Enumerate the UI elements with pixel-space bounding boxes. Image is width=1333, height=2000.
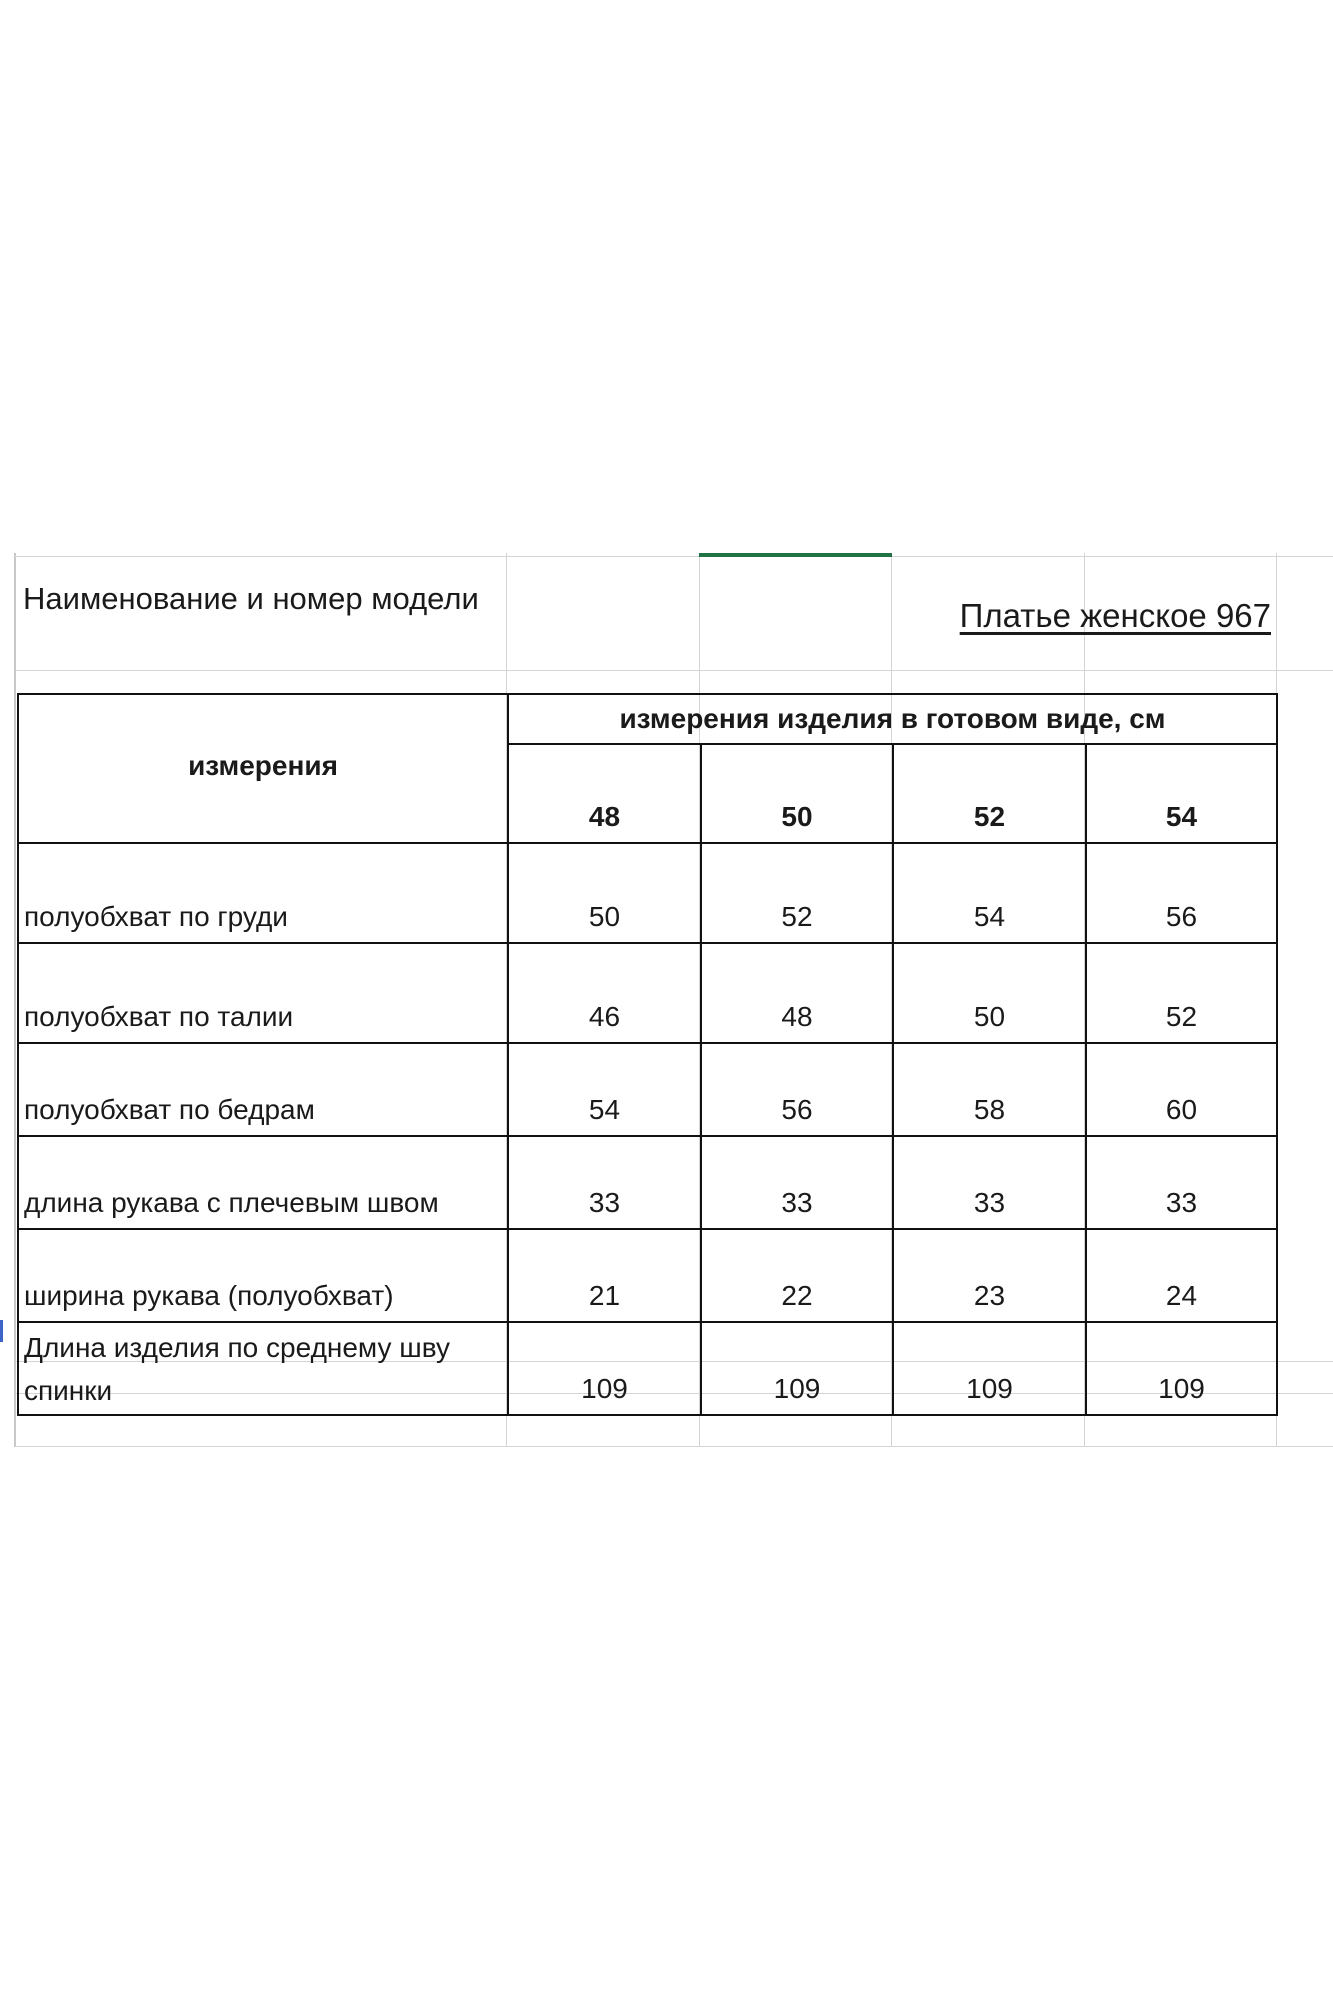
- group-header[interactable]: измерения изделия в готовом виде, см: [508, 694, 1277, 744]
- table-cell[interactable]: 23: [893, 1229, 1086, 1322]
- row-selection-marker: [0, 1320, 3, 1342]
- row-label[interactable]: полуобхват по бедрам: [18, 1043, 508, 1136]
- model-name-cell[interactable]: Платье женское 967: [959, 597, 1271, 634]
- table-row: [18, 1229, 1277, 1322]
- table-cell[interactable]: 109: [893, 1322, 1086, 1415]
- table-cell[interactable]: 46: [508, 943, 701, 1043]
- size-header[interactable]: 52: [893, 744, 1086, 843]
- table-cell[interactable]: 54: [893, 843, 1086, 943]
- row-label[interactable]: длина рукава с плечевым швом: [18, 1136, 508, 1229]
- table-cell[interactable]: 48: [701, 943, 893, 1043]
- gridline: [15, 1446, 1333, 1447]
- table-cell[interactable]: 50: [893, 943, 1086, 1043]
- gridline: [15, 556, 1333, 557]
- size-header[interactable]: 48: [508, 744, 701, 843]
- table-cell[interactable]: 109: [1086, 1322, 1277, 1415]
- table-cell[interactable]: 56: [701, 1043, 893, 1136]
- table-cell[interactable]: 24: [1086, 1229, 1277, 1322]
- selected-column-indicator: [699, 553, 892, 557]
- measurements-header[interactable]: измерения: [18, 694, 508, 843]
- row-label[interactable]: Длина изделия по среднему шву спинки: [18, 1322, 508, 1415]
- table-cell[interactable]: 33: [701, 1136, 893, 1229]
- table-cell[interactable]: 58: [893, 1043, 1086, 1136]
- gridline: [15, 670, 1333, 671]
- table-cell[interactable]: 56: [1086, 843, 1277, 943]
- row-label[interactable]: полуобхват по груди: [18, 843, 508, 943]
- table-row: [18, 1043, 1277, 1136]
- size-header[interactable]: 54: [1086, 744, 1277, 843]
- size-header[interactable]: 50: [701, 744, 893, 843]
- model-label[interactable]: Наименование и номер модели: [23, 581, 479, 616]
- table-cell[interactable]: 54: [508, 1043, 701, 1136]
- table-cell[interactable]: 33: [1086, 1136, 1277, 1229]
- table-row: [18, 843, 1277, 943]
- table-cell[interactable]: 22: [701, 1229, 893, 1322]
- table-cell[interactable]: 60: [1086, 1043, 1277, 1136]
- row-label[interactable]: ширина рукава (полуобхват): [18, 1229, 508, 1322]
- row-label[interactable]: полуобхват по талии: [18, 943, 508, 1043]
- size-table: [17, 693, 1278, 1416]
- table-row: [18, 1136, 1277, 1229]
- table-row: [18, 943, 1277, 1043]
- table-cell[interactable]: 50: [508, 843, 701, 943]
- spreadsheet-area: [0, 553, 1333, 1447]
- table-cell[interactable]: 21: [508, 1229, 701, 1322]
- table-cell[interactable]: 52: [701, 843, 893, 943]
- table-cell[interactable]: 109: [701, 1322, 893, 1415]
- table-cell[interactable]: 33: [508, 1136, 701, 1229]
- table-cell[interactable]: 109: [508, 1322, 701, 1415]
- table-cell[interactable]: 33: [893, 1136, 1086, 1229]
- table-row: [18, 1322, 1277, 1415]
- table-cell[interactable]: 52: [1086, 943, 1277, 1043]
- row-header-edge: [14, 553, 16, 1447]
